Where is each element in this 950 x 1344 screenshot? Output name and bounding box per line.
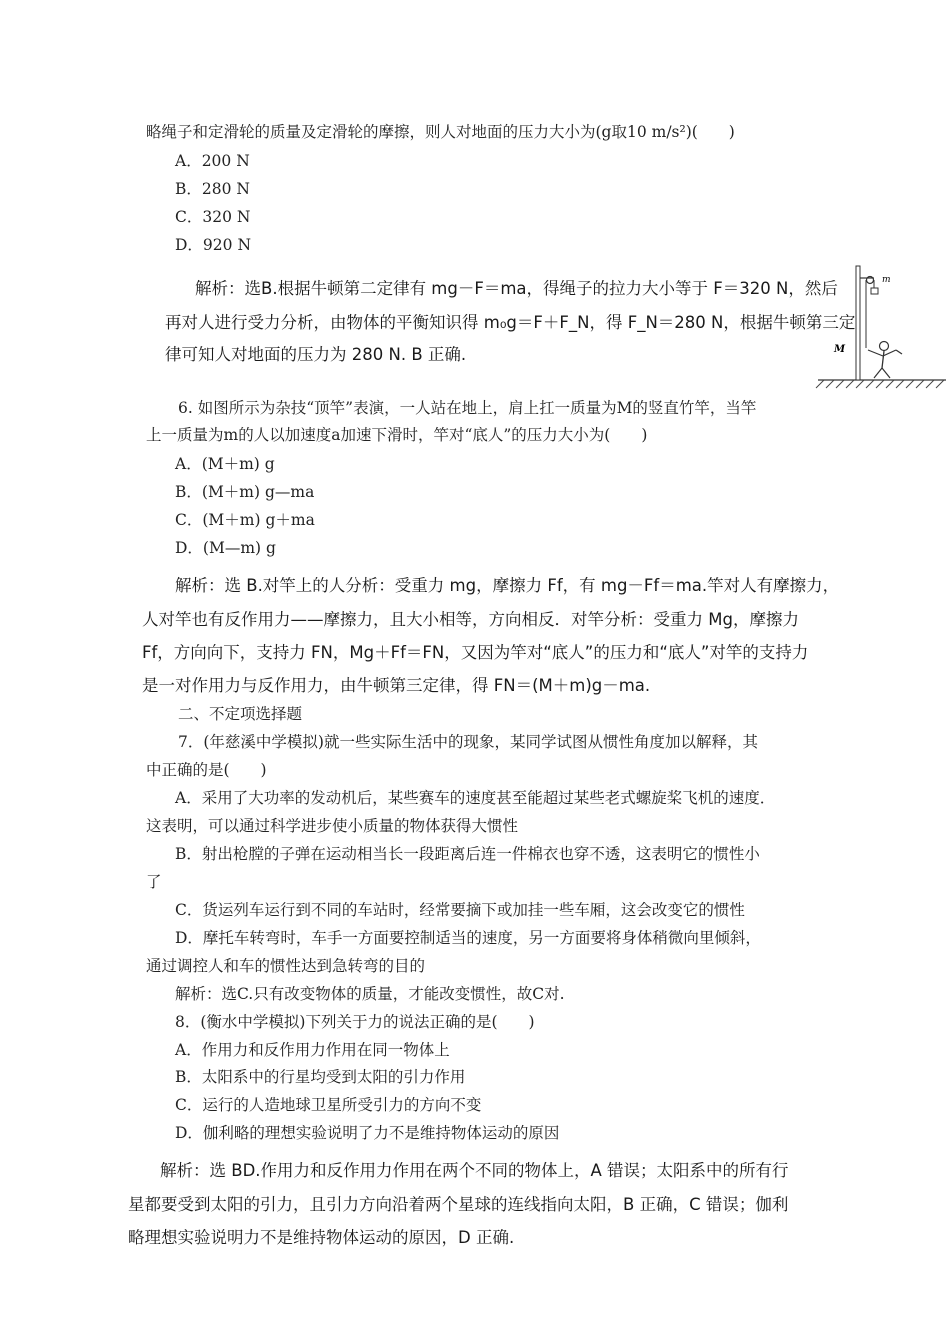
q5-option-c: C．320 N xyxy=(175,208,251,226)
q7-stem-line-1: 7．(年慈溪中学模拟)就一些实际生活中的现象，某同学试图从惯性角度加以解释，其 xyxy=(178,733,758,751)
q8-option-b: B．太阳系中的行星均受到太阳的引力作用 xyxy=(175,1068,466,1086)
figure-label-m: m xyxy=(882,275,891,285)
q5-option-b: B．280 N xyxy=(175,180,250,198)
q5-option-d: D．920 N xyxy=(175,236,252,254)
section-heading: 二、不定项选择题 xyxy=(178,705,303,723)
q7-option-b-line-1: B．射出枪膛的子弹在运动相当长一段距离后连一件棉衣也穿不透，这表明它的惯性小 xyxy=(175,845,760,863)
q8-option-c: C．运行的人造地球卫星所受引力的方向不变 xyxy=(175,1096,482,1114)
q5-solution-line-2: 再对人进行受力分析，由物体的平衡知识得 m₀g＝F＋F_N，得 F_N＝280 N，根据牛顿第三定 xyxy=(165,313,856,332)
q8-solution-line-2: 星都要受到太阳的引力，且引力方向沿着两个星球的连线指向太阳，B 正确，C 错误；伽利 xyxy=(128,1195,789,1214)
q6-solution-line-4: 是一对作用力与反作用力，由牛顿第三定律，得 FN＝(M＋m)g－ma. xyxy=(142,676,651,695)
q7-option-d-line-2: 通过调控人和车的惯性达到急转弯的目的 xyxy=(146,957,426,975)
q6-option-b: B．(M＋m) g—ma xyxy=(175,483,315,501)
figure-label-M: M xyxy=(834,344,846,355)
q6-solution-line-1: 解析：选 B.对竿上的人分析：受重力 mg，摩擦力 Ff，有 mg－Ff＝ma.竿对人有摩擦力， xyxy=(175,576,840,595)
q6-option-a: A．(M＋m) g xyxy=(175,455,275,473)
q7-solution: 解析：选C.只有改变物体的质量，才能改变惯性，故C对. xyxy=(175,985,565,1003)
q7-option-a-line-2: 这表明，可以通过科学进步使小质量的物体获得大惯性 xyxy=(146,817,519,835)
q8-solution-line-3: 略理想实验说明力不是维持物体运动的原因，D 正确. xyxy=(128,1228,515,1247)
q6-option-c: C．(M＋m) g＋ma xyxy=(175,511,315,529)
q8-option-d: D．伽利略的理想实验说明了力不是维持物体运动的原因 xyxy=(175,1124,560,1142)
q7-option-c: C．货运列车运行到不同的车站时，经常要摘下或加挂一些车厢，这会改变它的惯性 xyxy=(175,901,745,919)
q5-stem: 略绳子和定滑轮的质量及定滑轮的摩擦，则人对地面的压力大小为(g取10 m/s²)( ) xyxy=(146,123,735,141)
q5-solution-line-3: 律可知人对地面的压力为 280 N. B 正确. xyxy=(165,345,467,364)
q7-option-b-line-2: 了 xyxy=(146,873,162,891)
q8-solution-line-1: 解析：选 BD.作用力和反作用力作用在两个不同的物体上，A 错误；太阳系中的所有行 xyxy=(160,1161,789,1180)
q5-option-a: A．200 N xyxy=(175,152,250,170)
pulley-figure xyxy=(812,258,950,390)
q5-solution-line-1: 解析：选B.根据牛顿第二定律有 mg－F＝ma，得绳子的拉力大小等于 F＝320 N，然后 xyxy=(195,279,838,298)
q6-solution-line-3: Ff，方向向下，支持力 FN，Mg＋Ff＝FN，又因为竿对“底人”的压力和“底人”对竿的支持力 xyxy=(142,643,809,662)
q6-solution-line-2: 人对竿也有反作用力——摩擦力，且大小相等，方向相反．对竿分析：受重力 Mg，摩擦力 xyxy=(142,610,799,629)
q8-option-a: A．作用力和反作用力作用在同一物体上 xyxy=(175,1041,450,1059)
q6-stem-line-2: 上一质量为m的人以加速度a加速下滑时，竿对“底人”的压力大小为( ) xyxy=(146,426,648,444)
q7-option-d-line-1: D．摩托车转弯时，车手一方面要控制适当的速度，另一方面要将身体稍微向里倾斜， xyxy=(175,929,761,947)
q6-stem-line-1: 6. 如图所示为杂技“顶竿”表演，一人站在地上，肩上扛一质量为M的竖直竹竿，当竿 xyxy=(178,399,757,417)
q7-stem-line-2: 中正确的是( ) xyxy=(146,761,267,779)
q7-option-a-line-1: A．采用了大功率的发动机后，某些赛车的速度甚至能超过某些老式螺旋桨飞机的速度． xyxy=(175,789,776,807)
q8-stem: 8．(衡水中学模拟)下列关于力的说法正确的是( ) xyxy=(175,1013,535,1031)
q6-option-d: D．(M—m) g xyxy=(175,539,276,557)
